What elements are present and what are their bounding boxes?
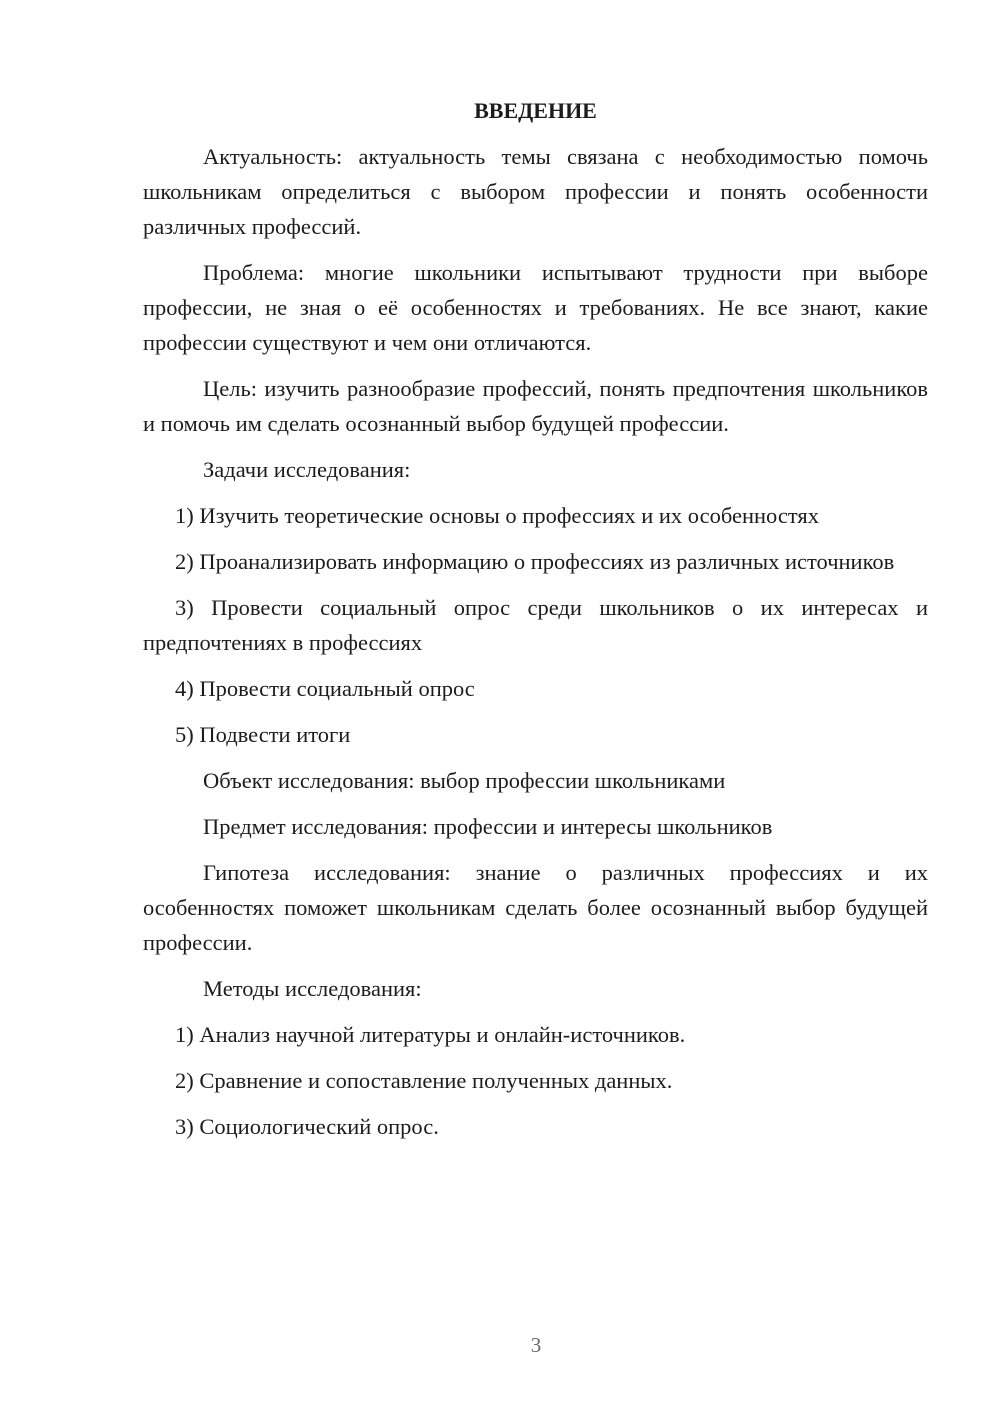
task-item: 5) Подвести итоги: [175, 722, 351, 747]
object-paragraph: Объект исследования: выбор профессии школьниками: [203, 768, 726, 793]
hypothesis-paragraph: Гипотеза исследования: знание о различных профессиях и их особенностях поможет школьникам сделать более осознанный выбор будущей профессии.: [143, 860, 928, 955]
method-item: 1) Анализ научной литературы и онлайн-источников.: [175, 1022, 686, 1047]
relevance-paragraph: Актуальность: актуальность темы связана с необходимостью помочь школьникам определиться с выбором профессии и понять особенности различных профессий.: [143, 144, 928, 239]
section-title: ВВЕДЕНИЕ: [474, 98, 597, 123]
page-number: 3: [530, 1333, 542, 1357]
subject-paragraph: Предмет исследования: профессии и интересы школьников: [203, 814, 773, 839]
methods-heading: Методы исследования:: [203, 976, 422, 1001]
task-item: 3) Провести социальный опрос среди школьников о их интересах и предпочтениях в профессиях: [143, 595, 928, 655]
method-item: 2) Сравнение и сопоставление полученных данных.: [175, 1068, 673, 1093]
method-item: 3) Социологический опрос.: [175, 1114, 439, 1139]
task-item: 1) Изучить теоретические основы о профессиях и их особенностях: [175, 503, 819, 528]
goal-paragraph: Цель: изучить разнообразие профессий, понять предпочтения школьников и помочь им сделать осознанный выбор будущей профессии.: [143, 376, 928, 436]
task-item: 2) Проанализировать информацию о профессиях из различных источников: [175, 549, 895, 574]
document-body: [143, 92, 928, 1155]
tasks-heading: Задачи исследования:: [203, 457, 411, 482]
task-item: 4) Провести социальный опрос: [175, 676, 475, 701]
problem-paragraph: Проблема: многие школьники испытывают трудности при выборе профессии, не зная о её особенностях и требованиях. Не все знают, какие профессии существуют и чем они отличаются.: [143, 260, 928, 355]
